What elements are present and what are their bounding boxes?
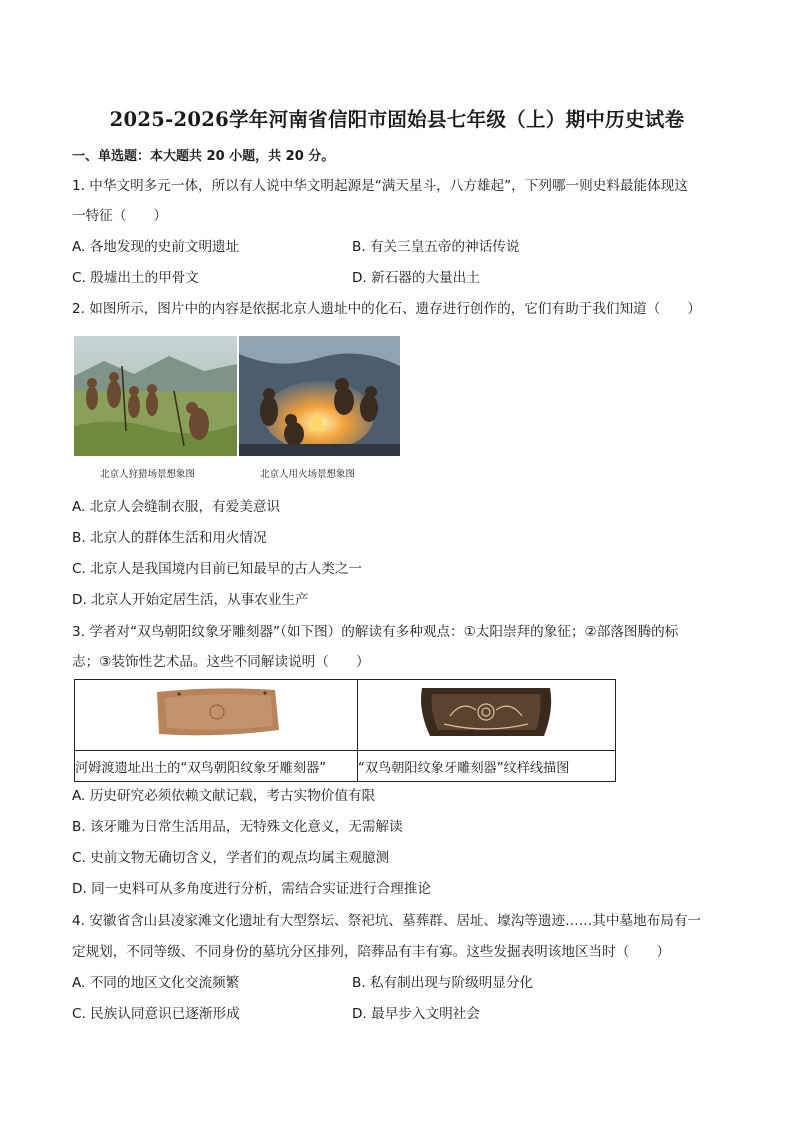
q3-stem-line2: 志；③装饰性艺术品。这些不同解读说明（ ） bbox=[72, 654, 370, 670]
q2-option-a: A. 北京人会缝制衣服，有爱美意识 bbox=[72, 499, 281, 515]
fire-use-scene-image bbox=[239, 336, 400, 456]
q3-figure-table bbox=[74, 679, 616, 782]
ivory-carving-drawing-cell bbox=[358, 680, 616, 751]
q2-option-c: C. 北京人是我国境内目前已知最早的古人类之一 bbox=[72, 561, 363, 577]
q3-stem-line1: 3. 学者对“双鸟朝阳纹象牙雕刻器”（如下图）的解读有多种观点：①太阳崇拜的象征；②部落图腾的标 bbox=[72, 624, 679, 640]
q1-option-c: C. 殷墟出土的甲骨文 bbox=[72, 270, 199, 286]
q1-option-b: B. 有关三皇五帝的神话传说 bbox=[352, 239, 520, 255]
ivory-carving-photo-caption: 河姆渡遗址出土的“双鸟朝阳纹象牙雕刻器” bbox=[75, 751, 358, 782]
ivory-carving-photo bbox=[75, 680, 357, 746]
ivory-carving-drawing-caption: “双鸟朝阳纹象牙雕刻器”纹样线描图 bbox=[358, 751, 616, 782]
caption-fire-use: 北京人用火场景想象图 bbox=[260, 469, 356, 480]
q2-option-b: B. 北京人的群体生活和用火情况 bbox=[72, 530, 267, 546]
hunting-scene-image bbox=[74, 336, 237, 456]
q2-figures bbox=[74, 336, 400, 458]
q3-option-a: A. 历史研究必须依赖文献记载，考古实物价值有限 bbox=[72, 788, 376, 804]
q1-stem-line1: 1. 中华文明多元一体，所以有人说中华文明起源是“满天星斗，八方雄起”，下列哪一则史料最能体现这 bbox=[72, 178, 688, 194]
q4-stem-line1: 4. 安徽省含山县凌家滩文化遗址有大型祭坛、祭祀坑、墓葬群、居址、壕沟等遗迹……其中墓地布局有一 bbox=[72, 913, 702, 929]
section-heading: 一、单选题：本大题共 20 小题，共 20 分。 bbox=[72, 149, 335, 164]
q3-option-d: D. 同一史料可从多角度进行分析，需结合实证进行合理推论 bbox=[72, 881, 431, 897]
q2-stem: 2. 如图所示，图片中的内容是依据北京人遗址中的化石、遗存进行创作的，它们有助于我们知道（ ） bbox=[72, 301, 702, 317]
q4-option-c: C. 民族认同意识已逐渐形成 bbox=[72, 1006, 240, 1022]
q4-stem-line2: 定规划，不同等级、不同身份的墓坑分区排列，陪葬品有丰有寡。这些发掘表明该地区当时（ ） bbox=[72, 944, 671, 960]
ivory-carving-line-drawing bbox=[358, 680, 615, 746]
q3-option-b: B. 该牙雕为日常生活用品，无特殊文化意义，无需解读 bbox=[72, 819, 403, 835]
q1-stem-line2: 一特征（ ） bbox=[72, 208, 168, 224]
caption-hunting: 北京人狩猎场景想象图 bbox=[100, 469, 196, 480]
ivory-carving-photo-cell bbox=[75, 680, 358, 751]
q3-option-c: C. 史前文物无确切含义，学者们的观点均属主观臆测 bbox=[72, 850, 390, 866]
q4-option-d: D. 最早步入文明社会 bbox=[352, 1006, 480, 1022]
q1-option-a: A. 各地发现的史前文明遗址 bbox=[72, 239, 240, 255]
q2-option-d: D. 北京人开始定居生活，从事农业生产 bbox=[72, 592, 309, 608]
page-title: 2025-2026学年河南省信阳市固始县七年级（上）期中历史试卷 bbox=[109, 108, 685, 131]
q4-option-a: A. 不同的地区文化交流频繁 bbox=[72, 975, 240, 991]
q4-option-b: B. 私有制出现与阶级明显分化 bbox=[352, 975, 534, 991]
q1-option-d: D. 新石器的大量出土 bbox=[352, 270, 480, 286]
